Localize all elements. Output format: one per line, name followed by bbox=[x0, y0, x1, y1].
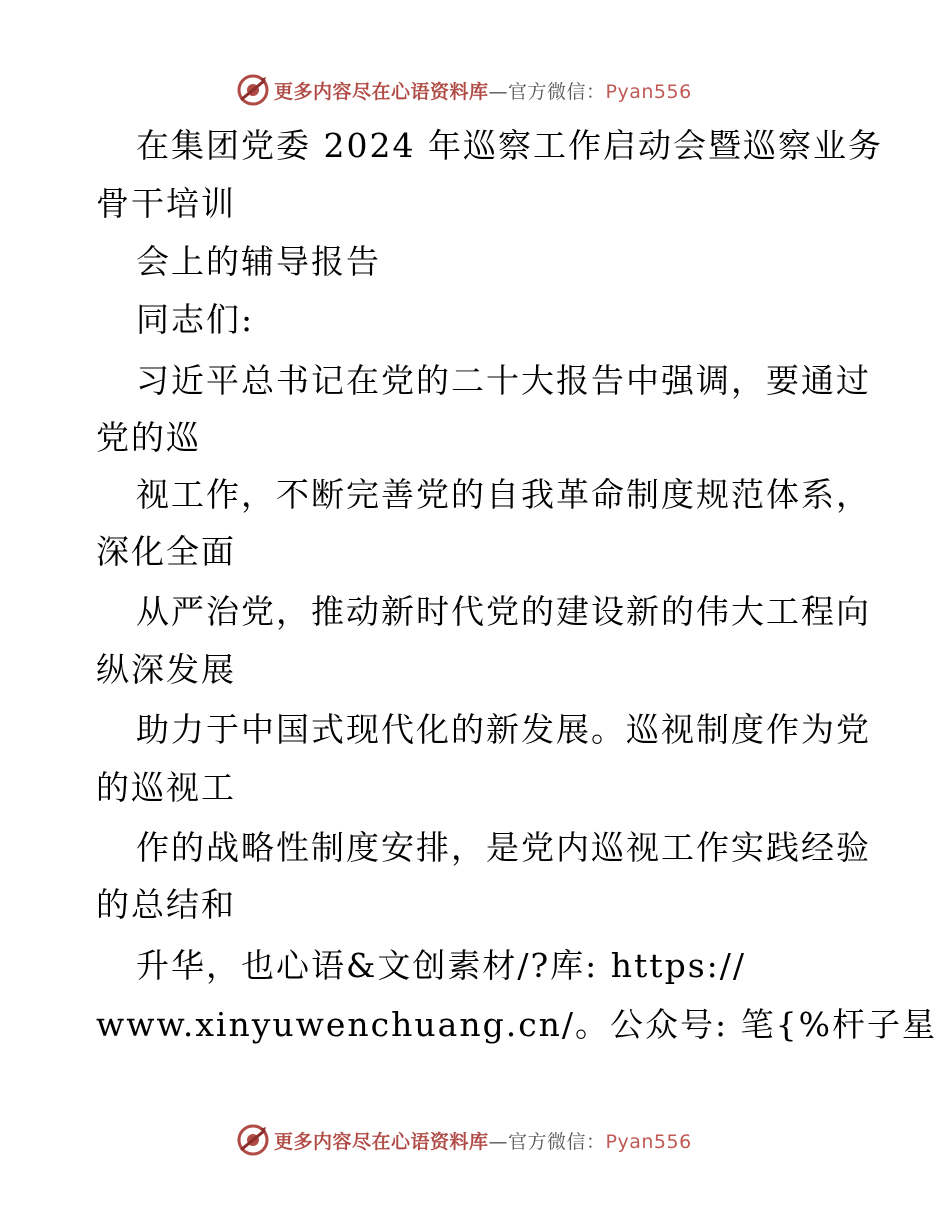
doc-line-link-url: www.xinyuwenchuang.cn/。公众号: 笔{%杆子星 bbox=[96, 1005, 938, 1044]
doc-line: 作的战略性制度安排，是党内巡视工作实践经验 bbox=[136, 828, 871, 867]
banner-text: 更多内容尽在心语资料库—官方微信：Pyan556 bbox=[274, 80, 692, 103]
doc-line: 党的巡 bbox=[96, 418, 201, 457]
doc-line-title-1: 在集团党委 2024 年巡察工作启动会暨巡察业务 bbox=[136, 126, 883, 165]
doc-line: 的总结和 bbox=[96, 885, 236, 924]
banner-text: 更多内容尽在心语资料库—官方微信：Pyan556 bbox=[274, 1130, 692, 1153]
doc-line: 习近平总书记在党的二十大报告中强调，要通过 bbox=[136, 361, 871, 400]
doc-line-title-2: 骨干培训 bbox=[96, 184, 236, 223]
doc-line-link-intro: 升华，也心语&文创素材/?库: https:// bbox=[136, 946, 746, 985]
doc-line: 从严治党，推动新时代党的建设新的伟大工程向 bbox=[136, 592, 871, 631]
xinyu-logo-icon bbox=[236, 1123, 270, 1157]
header-banner bbox=[236, 72, 716, 108]
doc-line-title-3: 会上的辅导报告 bbox=[136, 242, 381, 281]
doc-line: 的巡视工 bbox=[96, 768, 236, 807]
doc-line: 纵深发展 bbox=[96, 650, 236, 689]
doc-line: 助力于中国式现代化的新发展。巡视制度作为党 bbox=[136, 710, 871, 749]
doc-line: 深化全面 bbox=[96, 532, 236, 571]
xinyu-logo-icon bbox=[236, 73, 270, 107]
doc-line: 视工作，不断完善党的自我革命制度规范体系， bbox=[136, 475, 871, 514]
footer-banner bbox=[236, 1122, 716, 1158]
doc-line-salutation: 同志们: bbox=[136, 300, 255, 339]
